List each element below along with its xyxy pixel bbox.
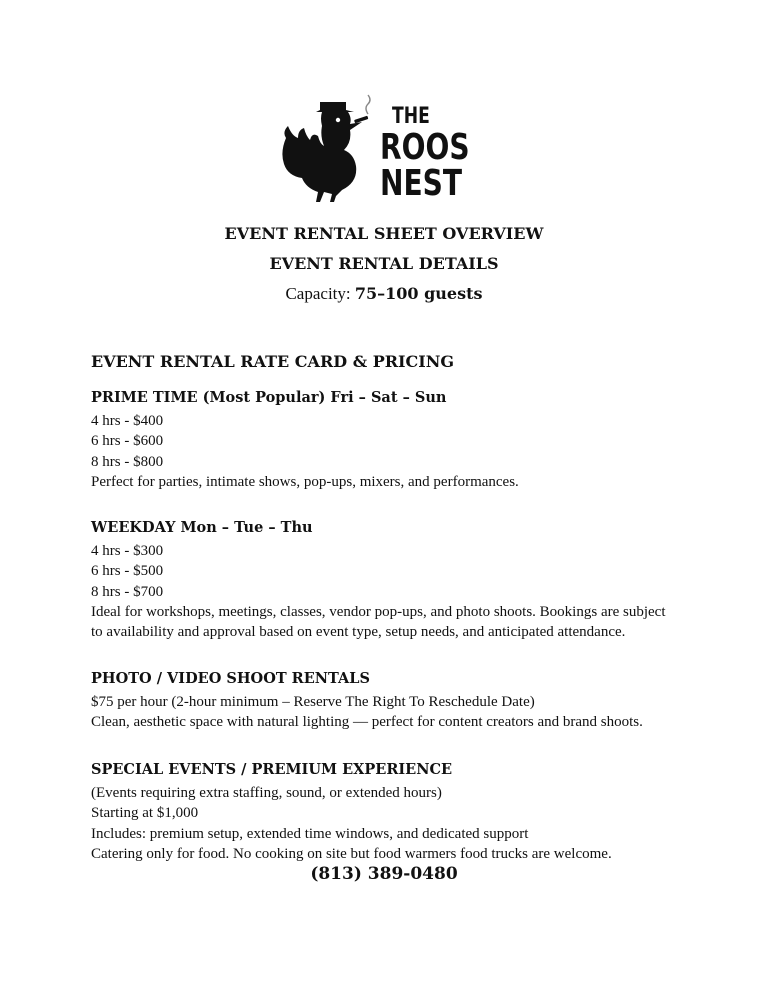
special-events-section xyxy=(91,760,691,864)
prime-time-title: PRIME TIME (Most Popular) Fri – Sat – Sun xyxy=(91,389,447,406)
rooster-icon xyxy=(276,92,386,204)
photo-video-lines xyxy=(91,692,691,733)
price-line: 6 hrs - $600 xyxy=(91,433,164,450)
description-line: (Events requiring extra staffing, sound, or extended hours) xyxy=(91,785,442,801)
description-line: Perfect for parties, intimate shows, pop-ups, mixers, and performances. xyxy=(91,473,519,490)
description-line: Catering only for food. No cooking on site but food warmers food trucks are welcome. xyxy=(91,845,612,862)
weekday-lines xyxy=(91,541,691,642)
weekday-title: WEEKDAY Mon – Tue – Thu xyxy=(91,519,313,536)
details-heading: EVENT RENTAL DETAILS xyxy=(269,254,499,273)
photo-video-title: PHOTO / VIDEO SHOOT RENTALS xyxy=(91,670,370,687)
capacity-value: 75–100 guests xyxy=(354,284,483,303)
logo-word-roos: ROOS xyxy=(380,127,470,168)
special-events-title: SPECIAL EVENTS / PREMIUM EXPERIENCE xyxy=(91,761,453,778)
description-line: Clean, aesthetic space with natural lighting — perfect for content creators and brand shoots. xyxy=(91,714,643,731)
logo-word-nest: NEST xyxy=(380,163,463,204)
capacity-line xyxy=(0,284,768,304)
price-line: 4 hrs - $400 xyxy=(91,413,164,429)
price-line: 8 hrs - $800 xyxy=(91,453,164,470)
rate-card-section xyxy=(91,352,691,371)
rate-card-title: EVENT RENTAL RATE CARD & PRICING xyxy=(91,352,455,371)
roos-nest-logo xyxy=(276,92,486,204)
phone-number: (813) 389-0480 xyxy=(310,864,458,884)
photo-video-section xyxy=(91,669,691,733)
price-line: Starting at $1,000 xyxy=(91,805,199,822)
prime-time-lines xyxy=(91,411,691,492)
overview-heading: EVENT RENTAL SHEET OVERVIEW xyxy=(224,224,544,243)
price-line: 8 hrs - $700 xyxy=(91,583,164,600)
prime-time-section xyxy=(91,388,691,492)
price-line: 6 hrs - $500 xyxy=(91,563,164,580)
capacity-label: Capacity: xyxy=(285,284,355,303)
logo-word-the: THE xyxy=(392,104,430,129)
description-line: to availability and approval based on event type, setup needs, and anticipated attendance. xyxy=(91,624,626,641)
price-line: 4 hrs - $300 xyxy=(91,543,164,559)
description-line: Ideal for workshops, meetings, classes, vendor pop-ups, and photo shoots. Bookings are subject xyxy=(91,603,666,620)
weekday-section xyxy=(91,518,691,642)
special-events-lines xyxy=(91,783,691,864)
price-line: $75 per hour (2-hour minimum – Reserve The Right To Reschedule Date) xyxy=(91,694,535,710)
description-line: Includes: premium setup, extended time windows, and dedicated support xyxy=(91,825,529,842)
